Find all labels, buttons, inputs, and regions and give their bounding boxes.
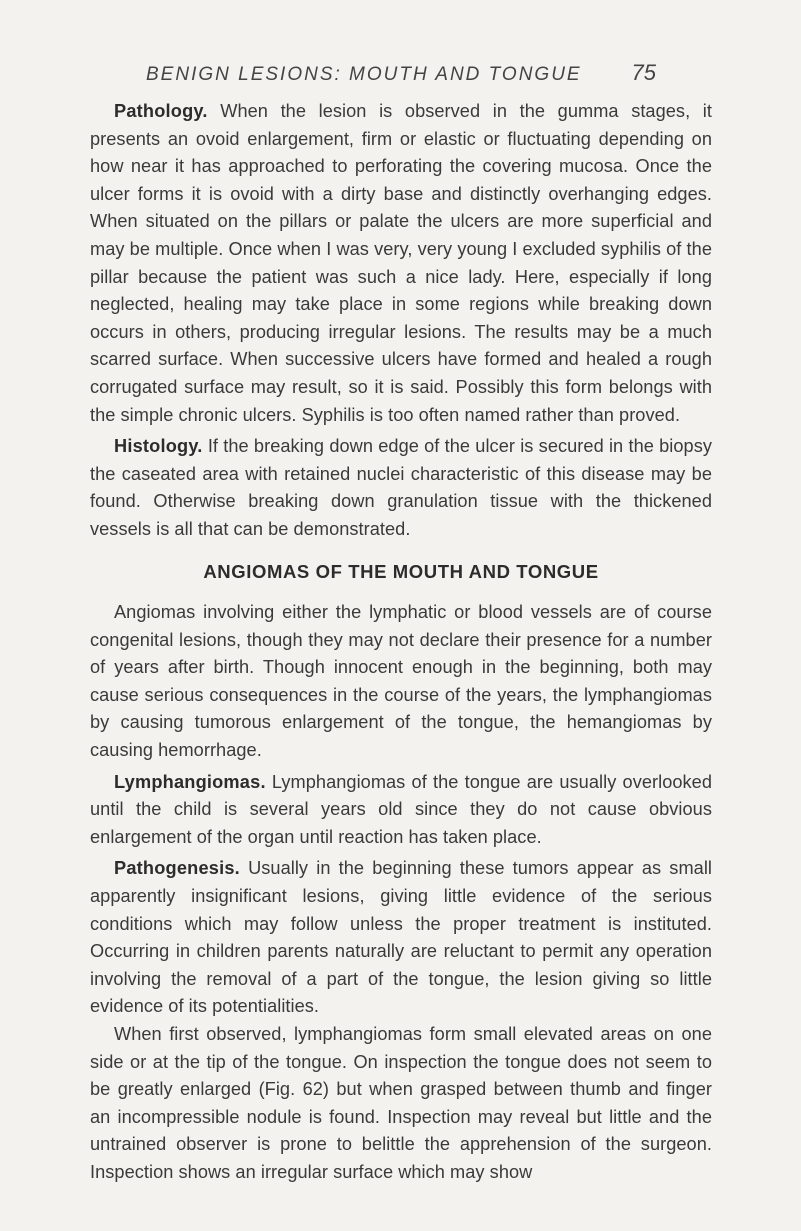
paragraph-lymphangiomas [90, 769, 712, 852]
running-title: BENIGN LESIONS: MOUTH AND TONGUE [146, 64, 582, 85]
paragraph-text: Angiomas involving either the lymphatic or blood vessels are of course congenital lesions, though they may not declare their presence for a number of years after birth. Though innocent enough in the beginning, both may cause serious consequences in the course of the years, the lymphangiomas by causing tumorous enlargement of the tongue, the hemangiomas by causing hemorrhage. [90, 602, 712, 761]
paragraph-heading-pathogenesis: Pathogenesis. [114, 858, 240, 879]
paragraph-text: When first observed, lymphangiomas form small elevated areas on one side or at the tip of the tongue. On inspection the tongue does not seem to be greatly enlarged (Fig. 62) but when grasped between thumb and finger an incompressible nodule is found. Inspection may reveal but little and the untrained observer is prone to belittle the apprehension of the surgeon. Inspection shows an irregular surface which may show [90, 1024, 712, 1182]
paragraph-text: If the breaking down edge of the ulcer is secured in the biopsy the caseated area with retained nuclei characteristic of this disease may be found. Otherwise breaking down granulation tissue with the thickened vessels is all that can be demonstrated. [90, 436, 713, 539]
section-heading: ANGIOMAS OF THE MOUTH AND TONGUE [203, 560, 599, 582]
running-head [146, 60, 656, 86]
paragraph-angiomas-intro [90, 599, 712, 765]
paragraph-heading-lymphangiomas: Lymphangiomas. [114, 771, 266, 792]
paragraph-heading-pathology: Pathology. [114, 101, 208, 121]
paragraph-histology [90, 433, 712, 543]
page-number: 75 [631, 60, 656, 85]
body-text [90, 98, 712, 1191]
paragraph-text: Lymphangiomas of the tongue are usually overlooked until the child is several years old since they do not cause obvious enlargement of the organ until reaction has taken place. [90, 771, 713, 847]
paragraph-text: Usually in the beginning these tumors appear as small apparently insignificant lesions, giving little evidence of the serious conditions which may follow unless the proper treatment is instituted. Occurring in children parents naturally are reluctant to permit any operation involving the removal of a part of the tongue, the lesion giving so little evidence of its potentialities. [90, 858, 712, 1017]
paragraph-first-observed [90, 1021, 712, 1187]
paragraph-pathogenesis [90, 855, 712, 1021]
paragraph-heading-histology: Histology. [114, 436, 203, 457]
paragraph-text: When the lesion is observed in the gumma stages, it presents an ovoid enlargement, firm or elastic or fluctuating depending on how near it has approached to perforating the covering mucosa. Once the ulcer forms it is ovoid with a dirty base and distinctly overhanging edges. When situated on the pillars or palate the ulcers are more superficial and may be multiple. Once when I was very, very young I excluded syphilis of the pillar because the patient was such a nice lady. Here, especially if long neglected, healing may take place in some regions while breaking down occurs in others, producing irregular lesions. The results may be a much scarred surface. When successive ulcers have formed and healed a rough corrugated surface may result, so it is said. Possibly this form belongs with the simple chronic ulcers. Syphilis is too often named rather than proved. [90, 101, 712, 425]
paragraph-pathology [90, 98, 712, 429]
